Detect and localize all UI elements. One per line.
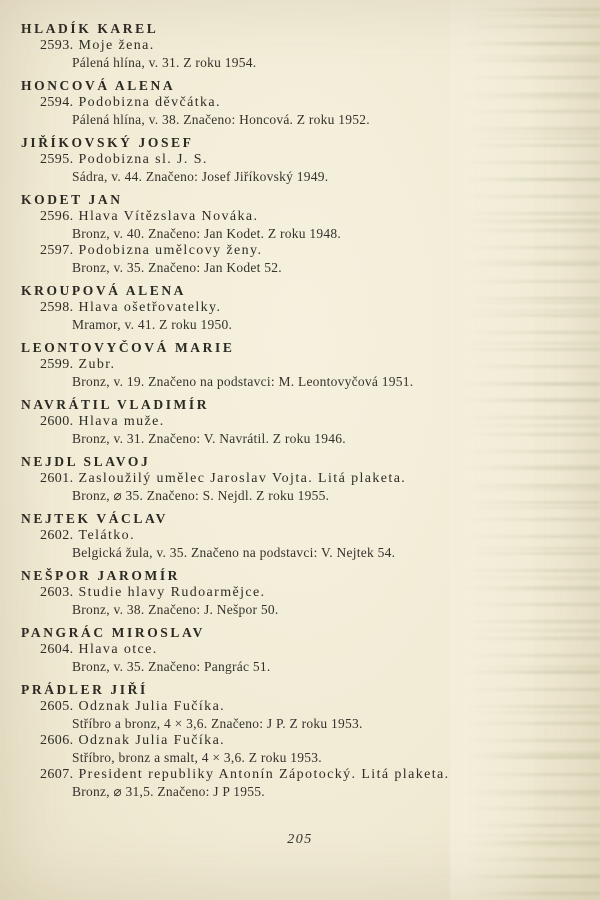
work-item xyxy=(0,698,600,732)
work-line xyxy=(0,766,600,783)
artist-name: KROUPOVÁ ALENA xyxy=(21,283,187,298)
artist-works xyxy=(0,584,600,618)
work-line xyxy=(0,299,600,316)
artist-name: PANGRÁC MIROSLAV xyxy=(21,625,205,640)
work-detail: Bronz, v. 19. Značeno na podstavci: M. Leontovyčová 1951. xyxy=(72,374,414,389)
work-number: 2598. xyxy=(40,300,74,315)
work-detail: Pálená hlína, v. 31. Z roku 1954. xyxy=(72,55,257,70)
catalog-entry xyxy=(0,510,600,561)
catalog-entry xyxy=(0,282,600,333)
work-detail: Bronz, v. 35. Značeno: Pangrác 51. xyxy=(72,659,271,674)
work-title: Podobizna umělcovy ženy. xyxy=(78,243,263,258)
work-line xyxy=(0,732,600,749)
work-number: 2606. xyxy=(40,733,74,748)
artist-works xyxy=(0,413,600,447)
work-item xyxy=(0,732,600,766)
work-number: 2603. xyxy=(40,585,74,600)
work-detail: Stříbro, bronz a smalt, 4 × 3,6. Z roku 1953. xyxy=(72,750,322,765)
work-title: Odznak Julia Fučíka. xyxy=(78,733,226,748)
work-line xyxy=(0,94,600,111)
work-line xyxy=(0,641,600,658)
work-number: 2602. xyxy=(40,528,74,543)
work-number: 2599. xyxy=(40,357,74,372)
work-number: 2605. xyxy=(40,699,74,714)
work-detail: Bronz, v. 35. Značeno: Jan Kodet 52. xyxy=(72,260,282,275)
work-title: Hlava muže. xyxy=(78,414,165,429)
catalog-entry xyxy=(0,624,600,675)
artist-name: LEONTOVYČOVÁ MARIE xyxy=(21,340,235,355)
artist-works xyxy=(0,470,600,504)
work-title: Studie hlavy Rudoarmějce. xyxy=(78,585,266,600)
work-line xyxy=(0,584,600,601)
work-number: 2601. xyxy=(40,471,74,486)
work-number: 2600. xyxy=(40,414,74,429)
work-title: Telátko. xyxy=(78,528,135,543)
page-number: 205 xyxy=(287,832,313,847)
work-detail: Bronz, v. 40. Značeno: Jan Kodet. Z roku 1948. xyxy=(72,226,341,241)
work-detail: Sádra, v. 44. Značeno: Josef Jiříkovský 1949. xyxy=(72,169,329,184)
work-title: Podobizna sl. J. S. xyxy=(78,152,208,167)
artist-name: JIŘÍKOVSKÝ JOSEF xyxy=(21,135,194,150)
artist-works xyxy=(0,698,600,800)
work-number: 2597. xyxy=(40,243,74,258)
work-item xyxy=(0,766,600,800)
work-detail: Bronz, ⌀ 31,5. Značeno: J P 1955. xyxy=(72,784,265,799)
work-line xyxy=(0,37,600,54)
catalog-entry xyxy=(0,134,600,185)
work-item xyxy=(0,356,600,390)
work-item xyxy=(0,208,600,242)
artist-works xyxy=(0,356,600,390)
catalog-entry xyxy=(0,567,600,618)
work-item xyxy=(0,527,600,561)
artist-name: PRÁDLER JIŘÍ xyxy=(21,682,148,697)
work-number: 2607. xyxy=(40,767,74,782)
catalog-entry xyxy=(0,681,600,800)
work-line xyxy=(0,208,600,225)
work-item xyxy=(0,242,600,276)
work-title: Podobizna děvčátka. xyxy=(78,95,221,110)
work-detail: Stříbro a bronz, 4 × 3,6. Značeno: J P. Z roku 1953. xyxy=(72,716,363,731)
artist-name: HLADÍK KAREL xyxy=(21,21,159,36)
catalog-entry xyxy=(0,77,600,128)
work-title: President republiky Antonín Zápotocký. Litá plaketa. xyxy=(78,767,450,782)
work-title: Hlava Vítězslava Nováka. xyxy=(78,209,259,224)
work-line xyxy=(0,527,600,544)
work-detail: Bronz, v. 38. Značeno: J. Nešpor 50. xyxy=(72,602,279,617)
work-number: 2595. xyxy=(40,152,74,167)
catalog-entry xyxy=(0,20,600,71)
artist-works xyxy=(0,527,600,561)
work-number: 2604. xyxy=(40,642,74,657)
work-line xyxy=(0,151,600,168)
work-item xyxy=(0,413,600,447)
work-title: Odznak Julia Fučíka. xyxy=(78,699,226,714)
work-number: 2596. xyxy=(40,209,74,224)
work-title: Hlava ošetřovatelky. xyxy=(78,300,222,315)
artist-works xyxy=(0,208,600,276)
artist-works xyxy=(0,94,600,128)
work-number: 2593. xyxy=(40,38,74,53)
catalog-entry xyxy=(0,191,600,276)
work-line xyxy=(0,242,600,259)
work-detail: Belgická žula, v. 35. Značeno na podstavci: V. Nejtek 54. xyxy=(72,545,396,560)
work-detail: Bronz, ⌀ 35. Značeno: S. Nejdl. Z roku 1955. xyxy=(72,488,330,503)
artist-works xyxy=(0,151,600,185)
artist-name: NEŠPOR JAROMÍR xyxy=(21,568,181,583)
work-title: Moje žena. xyxy=(78,38,155,53)
artist-name: KODET JAN xyxy=(21,192,123,207)
artist-works xyxy=(0,641,600,675)
artist-name: NAVRÁTIL VLADIMÍR xyxy=(21,397,210,412)
work-item xyxy=(0,151,600,185)
catalog-list xyxy=(0,20,600,800)
artist-name: NEJDL SLAVOJ xyxy=(21,454,151,469)
work-title: Hlava otce. xyxy=(78,642,158,657)
artist-works xyxy=(0,299,600,333)
catalog-entry xyxy=(0,339,600,390)
work-item xyxy=(0,641,600,675)
work-line xyxy=(0,356,600,373)
work-item xyxy=(0,470,600,504)
catalog-entry xyxy=(0,453,600,504)
work-line xyxy=(0,698,600,715)
work-item xyxy=(0,94,600,128)
work-detail: Pálená hlína, v. 38. Značeno: Honcová. Z roku 1952. xyxy=(72,112,370,127)
work-item xyxy=(0,299,600,333)
work-title: Zasloužilý umělec Jaroslav Vojta. Litá plaketa. xyxy=(78,471,407,486)
artist-name: HONCOVÁ ALENA xyxy=(21,78,176,93)
work-line xyxy=(0,470,600,487)
work-title: Zubr. xyxy=(78,357,116,372)
work-item xyxy=(0,584,600,618)
work-number: 2594. xyxy=(40,95,74,110)
catalog-entry xyxy=(0,396,600,447)
work-line xyxy=(0,413,600,430)
artist-works xyxy=(0,37,600,71)
artist-name: NEJTEK VÁCLAV xyxy=(21,511,168,526)
work-item xyxy=(0,37,600,71)
work-detail: Mramor, v. 41. Z roku 1950. xyxy=(72,317,233,332)
work-detail: Bronz, v. 31. Značeno: V. Navrátil. Z roku 1946. xyxy=(72,431,346,446)
